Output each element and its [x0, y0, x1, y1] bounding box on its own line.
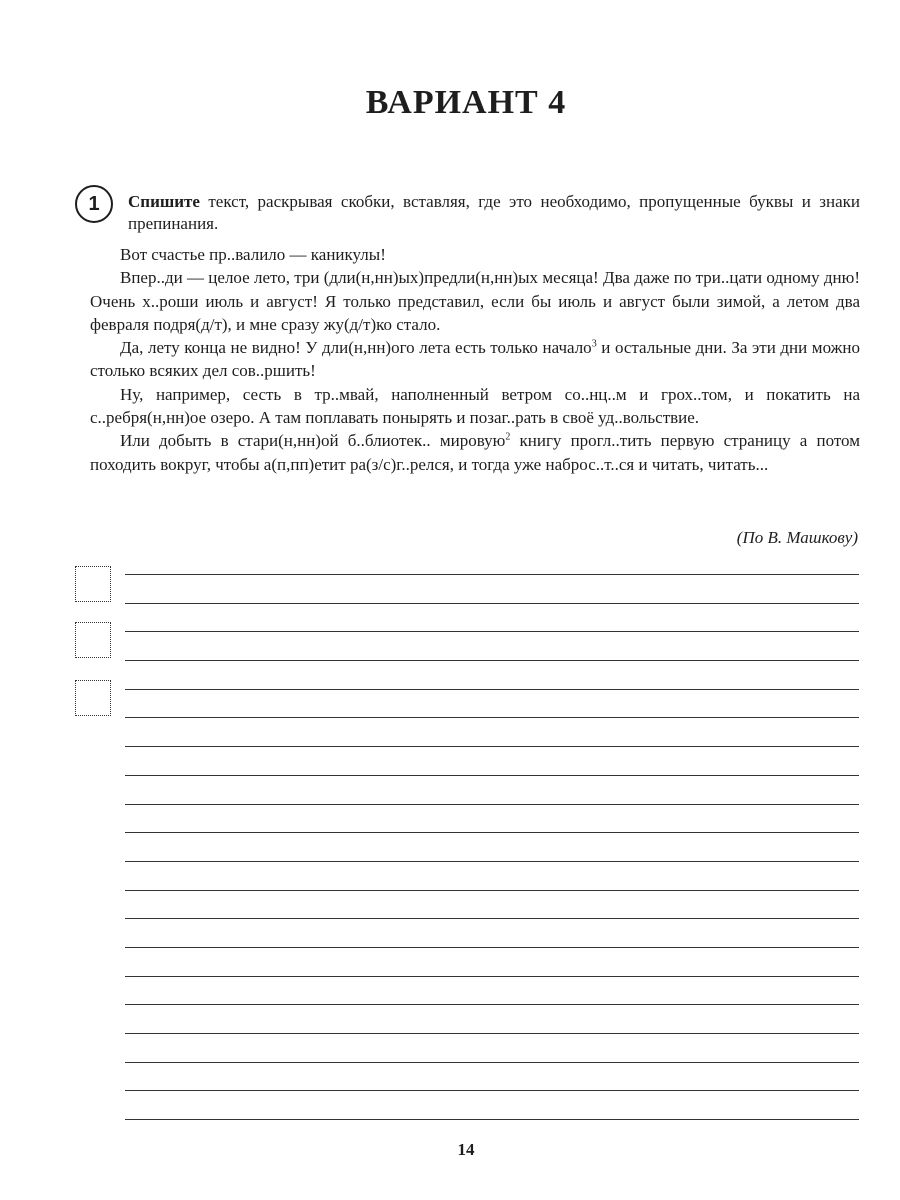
paragraph-fragment: Да, лету конца не видно! У дли(н,нн)ого лета есть только начало	[120, 338, 592, 358]
answer-line[interactable]	[125, 660, 859, 661]
task-number-badge: 1	[75, 185, 113, 223]
text-paragraph: Вот счастье пр..валило — каникулы!	[120, 245, 386, 264]
grade-box[interactable]	[75, 680, 111, 716]
variant-title: ВАРИАНТ 4	[365, 84, 567, 121]
author-attribution: (По В. Машкову)	[736, 528, 858, 547]
footnote-marker: 3	[591, 338, 597, 350]
paragraph-fragment: книгу прогл..тить первую страницу а потом походить вокруг, чтобы а(п,пп)етит ра(з/с)г..релся, и тогда уже наброс..т..ся и читать, читать...	[90, 431, 860, 474]
grade-box[interactable]	[75, 622, 111, 658]
answer-line[interactable]	[125, 746, 859, 747]
instruction-verb: Спишите	[128, 192, 200, 211]
answer-line[interactable]	[125, 804, 859, 805]
answer-line[interactable]	[125, 1062, 859, 1063]
answer-line[interactable]	[125, 1090, 859, 1091]
text-paragraph	[90, 336, 860, 383]
answer-line[interactable]	[125, 832, 859, 833]
text-paragraph	[90, 429, 860, 476]
answer-line[interactable]	[125, 1033, 859, 1034]
answer-lines[interactable]	[125, 574, 859, 1148]
answer-line[interactable]	[125, 689, 859, 690]
answer-line[interactable]	[125, 631, 859, 632]
dictation-text	[90, 243, 860, 476]
paragraph-fragment: Или добыть в стари(н,нн)ой б..блиотек.. мировую	[120, 431, 506, 451]
grade-box[interactable]	[75, 566, 111, 602]
answer-line[interactable]	[125, 775, 859, 776]
answer-line[interactable]	[125, 1119, 859, 1120]
answer-line[interactable]	[125, 717, 859, 718]
answer-line[interactable]	[125, 976, 859, 977]
answer-line[interactable]	[125, 574, 859, 575]
answer-line[interactable]	[125, 861, 859, 862]
paragraph-fragment: и остальные дни. За эти дни можно столько всяких дел сов..ршить!	[90, 338, 860, 381]
page-number: 14	[457, 1140, 475, 1159]
text-paragraph: Впер..ди — целое лето, три (дли(н,нн)ых)предли(н,нн)ых месяца! Два даже по три..цати одному дню! Очень х..роши июль и август! Я только представил, если бы июль и август были зимой, а летом два февраля подря(д/т), и мне сразу жу(д/т)ко стало.	[90, 268, 860, 334]
task-instruction	[128, 191, 860, 235]
text-paragraph: Ну, например, сесть в тр..мвай, наполненный ветром со..нц..м и грох..том, и покатить на с..ребря(н,нн)ое озеро. А там поплавать понырять и позаг..рать в своё уд..вольствие.	[90, 384, 860, 428]
answer-line[interactable]	[125, 1004, 859, 1005]
answer-line[interactable]	[125, 890, 859, 891]
answer-line[interactable]	[125, 947, 859, 948]
answer-line[interactable]	[125, 603, 859, 604]
instruction-text: текст, раскрывая скобки, вставляя, где это необходимо, пропущенные буквы и знаки препинания.	[128, 192, 860, 233]
footnote-marker: 2	[505, 431, 511, 443]
answer-line[interactable]	[125, 918, 859, 919]
